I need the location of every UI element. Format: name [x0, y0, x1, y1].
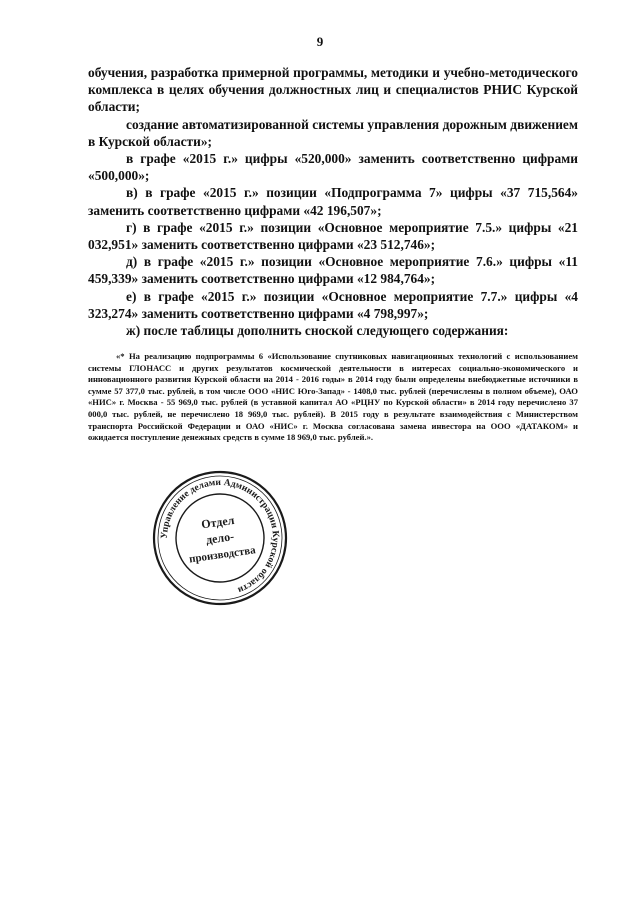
- office-stamp: [150, 468, 290, 608]
- paragraph: в графе «2015 г.» цифры «520,000» заменить соответственно цифрами «500,000»;: [88, 151, 578, 184]
- footnote-text: «* На реализацию подпрограммы 6 «Использование спутниковых навигационных технологий с использованием системы ГЛОНАСС и других результатов космической деятельности в интересах социально-экономического и инновационного развития Курской области на 2014 - 2016 годы» в 2014 году были определены внебюджетные источники в сумме 57 377,0 тыс. рублей, в том числе ООО «НИС Юго-Запад» - 1408,0 тыс. рублей (перечислены в полном объеме), ОАО «НИС» г. Москва - 55 969,0 тыс. рублей (в уставной капитал АО «РЦНУ по Курской области» в 2014 году перечислено 37 000,0 тыс. рублей, не перечислено 18 969,0 тыс. рублей). В 2015 году в результате взаимодействия с Министерством транспорта Российской Федерации и ОАО «НИС» г. Москва согласована замена инвестора на ООО «ДАТАКОМ» и ожидается поступление денежных средств в сумме 18 969,0 тыс. рублей.».: [88, 351, 578, 443]
- footnote: [88, 351, 578, 444]
- amendment-item-e: е) в графе «2015 г.» позиции «Основное мероприятие 7.7.» цифры «4 323,274» заменить соответственно цифрами «4 798,997»;: [88, 288, 578, 321]
- stamp-center-line: Отдел: [200, 512, 236, 532]
- document-body: [88, 64, 578, 339]
- paragraph: обучения, разработка примерной программы, методики и учебно-методического комплекса в целях обучения должностных лиц и специалистов РНИС Курской области;: [88, 65, 578, 115]
- paragraph: создание автоматизированной системы управления дорожным движением в Курской области»;: [88, 116, 578, 149]
- stamp-seal-icon: [150, 468, 290, 608]
- amendment-item-g: г) в графе «2015 г.» позиции «Основное мероприятие 7.5.» цифры «21 032,951» заменить соответственно цифрами «23 512,746»;: [88, 219, 578, 253]
- page-number: 9: [316, 34, 324, 49]
- amendment-item-d: д) в графе «2015 г.» позиции «Основное мероприятие 7.6.» цифры «11 459,339» заменить соответственно цифрами «12 984,764»;: [88, 254, 578, 287]
- stamp-center-line: дело-: [205, 529, 235, 547]
- amendment-item-zh: ж) после таблицы дополнить сноской следующего содержания:: [126, 323, 509, 339]
- stamp-center-line: производства: [188, 544, 257, 566]
- amendment-item-v: в) в графе «2015 г.» позиции «Подпрограмма 7» цифры «37 715,564» заменить соответственно цифрами «42 196,507»;: [88, 185, 578, 218]
- stamp-ring-text: Управление делами Администрации Курской области: [159, 477, 281, 595]
